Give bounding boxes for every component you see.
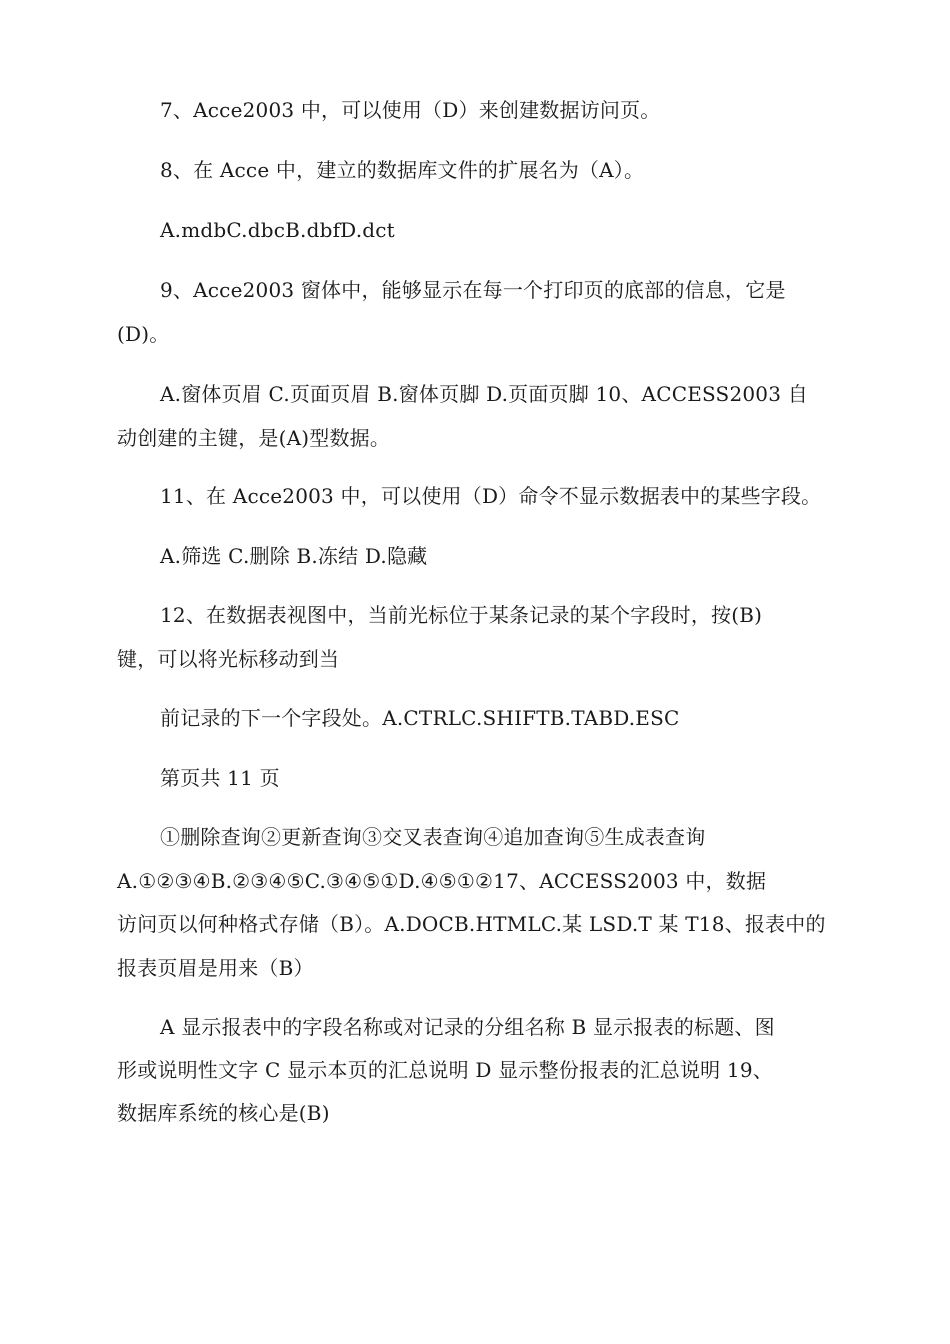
- question-8: 8、在 Acce 中，建立的数据库文件的扩展名为（A）。: [160, 158, 645, 182]
- options-8: A.mdbC.dbcB.dbfD.dct: [160, 218, 395, 242]
- options-18: A 显示报表中的字段名称或对记录的分组名称 B 显示报表的标题、图: [160, 1015, 775, 1039]
- options-12: 前记录的下一个字段处。A.CTRLC.SHIFTB.TABD.ESC: [160, 706, 680, 730]
- options-11: A.筛选 C.删除 B.冻结 D.隐藏: [160, 544, 428, 568]
- query-types: ①删除查询②更新查询③交叉表查询④追加查询⑤生成表查询: [160, 825, 706, 849]
- question-10-cont: 动创建的主键，是(A)型数据。: [117, 426, 391, 450]
- options-18-cont: 形或说明性文字 C 显示本页的汇总说明 D 显示整份报表的汇总说明 19、: [117, 1058, 773, 1082]
- question-18-cont: 报表页眉是用来（B）: [117, 956, 314, 980]
- options-query-17: A.①②③④B.②③④⑤C.③④⑤①D.④⑤①②17、ACCESS2003 中，数据: [117, 869, 767, 893]
- question-12: 12、在数据表视图中，当前光标位于某条记录的某个字段时，按(B): [160, 603, 763, 627]
- question-17-18: 访问页以何种格式存储（B）。A.DOCB.HTMLC.某 LSD.T 某 T18、报表中的: [117, 912, 826, 936]
- page-footer: 第页共 11 页: [160, 766, 280, 790]
- question-7: 7、Acce2003 中，可以使用（D）来创建数据访问页。: [160, 98, 661, 122]
- question-19-cont: 数据库系统的核心是(B): [117, 1101, 330, 1125]
- question-9: 9、Acce2003 窗体中，能够显示在每一个打印页的底部的信息，它是: [160, 278, 786, 302]
- question-12-cont: 键，可以将光标移动到当: [117, 647, 340, 671]
- question-11: 11、在 Acce2003 中，可以使用（D）命令不显示数据表中的某些字段。: [160, 484, 822, 508]
- options-9-question-10: A.窗体页眉 C.页面页眉 B.窗体页脚 D.页面页脚 10、ACCESS2003 自: [160, 382, 808, 406]
- question-9-cont: (D)。: [117, 322, 170, 346]
